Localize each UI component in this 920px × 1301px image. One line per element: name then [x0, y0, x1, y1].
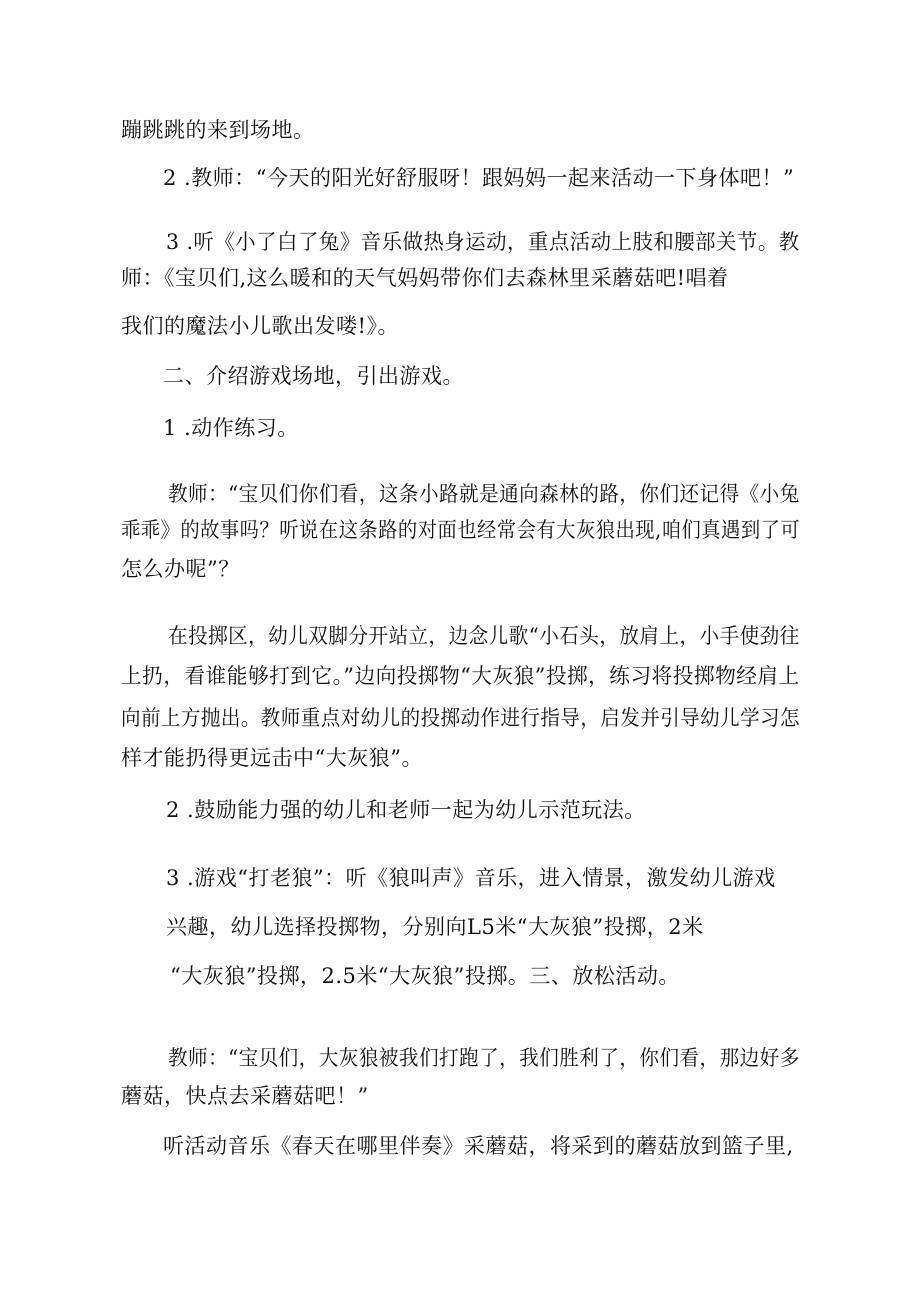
- paragraph-line: 教师：“宝贝们，大灰狼被我们打跑了，我们胜利了，你们看，那边好多: [168, 1046, 800, 1070]
- paragraph-line: 蘑菇，快点去采蘑菇吧！”: [121, 1084, 369, 1108]
- paragraph-line: “大灰狼”投掷，2.5米“大灰狼”投掷。三、放松活动。: [170, 964, 680, 988]
- paragraph-line: 2 .教师：“今天的阳光好舒服呀！跟妈妈一起来活动一下身体吧！”: [163, 166, 795, 190]
- paragraph-line: 2 .鼓励能力强的幼儿和老师一起为幼儿示范玩法。: [166, 798, 646, 822]
- paragraph-line: 师：《宝贝们,这么暖和的天气妈妈带你们去森林里采蘑菇吧!唱着: [121, 266, 729, 290]
- paragraph-line: 样才能扔得更远击中“大灰狼”。: [121, 746, 423, 770]
- paragraph-line: 在投掷区，幼儿双脚分开站立，边念儿歌“小石头，放肩上，小手使劲往: [168, 624, 800, 648]
- paragraph-line: 听活动音乐《春天在哪里伴奏》采蘑菇，将采到的蘑菇放到篮子里,: [163, 1134, 794, 1158]
- paragraph-line: 我们的魔法小儿歌出发喽!》。: [121, 314, 399, 338]
- paragraph-line: 上扔，看谁能够打到它。”边向投掷物“大灰狼”投掷，练习将投掷物经肩上: [121, 664, 800, 688]
- paragraph-line: 3 .游戏“打老狼”：听《狼叫声》音乐，进入情景，激发幼儿游戏: [166, 866, 776, 890]
- paragraph-line: 3 .听《小了白了兔》音乐做热身运动，重点活动上肢和腰部关节。教: [166, 230, 800, 254]
- paragraph-line: 向前上方抛出。教师重点对幼儿的投掷动作进行指导，启发并引导幼儿学习怎: [121, 706, 800, 730]
- paragraph-line: 蹦跳跳的来到场地。: [121, 118, 315, 142]
- paragraph-line: 教师：“宝贝们你们看，这条小路就是通向森林的路，你们还记得《小兔: [168, 482, 800, 506]
- paragraph-line: 乖乖》的故事吗？听说在这条路的对面也经常会有大灰狼出现,咱们真遇到了可: [121, 518, 801, 542]
- paragraph-line: 兴趣，幼儿选择投掷物，分别向L5米“大灰狼”投掷，2米: [166, 915, 704, 939]
- paragraph-line: 1 .动作练习。: [163, 416, 299, 440]
- paragraph-line: 怎么办呢”？: [121, 557, 240, 581]
- section-heading: 二、介绍游戏场地，引出游戏。: [163, 364, 464, 388]
